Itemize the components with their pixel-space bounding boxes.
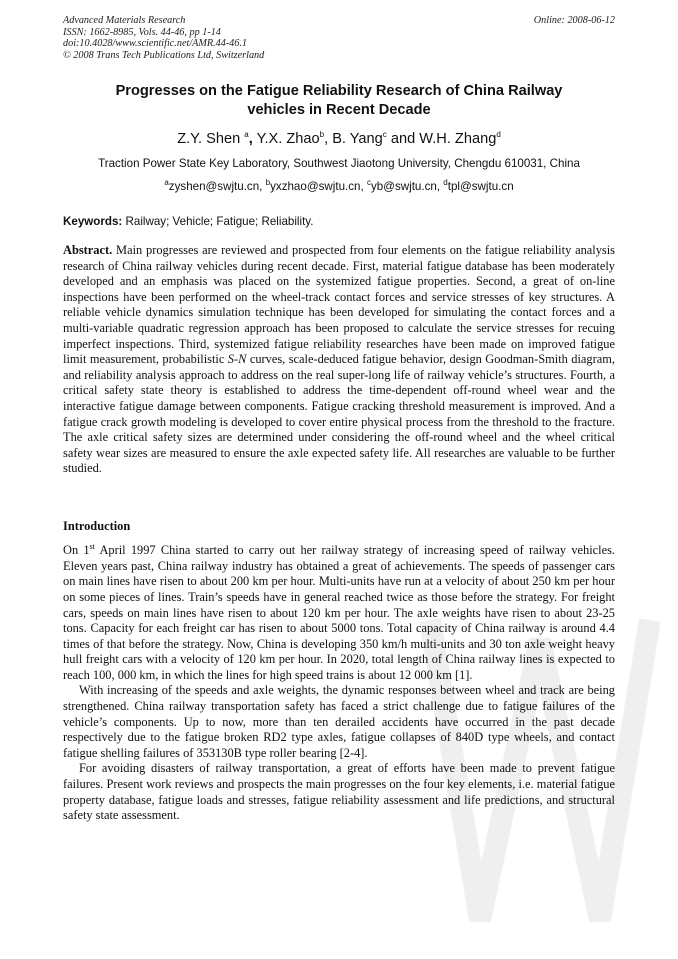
abstract-sn: S-N [227, 352, 247, 367]
title-line-2: vehicles in Recent Decade [247, 101, 431, 118]
paragraph: With increasing of the speeds and axle weights, the dynamic responses between wheel and track are being strengthened. China railway transportation safety has faced a strict challenge due to fatigue failures of the vehicle’s components. Up to now, more than ten derailed accidents have occurred in the past decade respectively due to the fatigue broken RD2 type axles, fatigue collapses of 840D type wheels, and contact fatigue shelling failures of 353130B type roller bearing [2-4]. [63, 683, 615, 760]
abstract-label: Abstract. [63, 243, 113, 257]
email-link[interactable]: tpl@swjtu.cn [447, 179, 514, 193]
online-date: Online: 2008-06-12 [533, 15, 615, 26]
paragraph-text: On 1 [63, 543, 90, 558]
email-sup: a [164, 178, 169, 187]
keywords-label: Keywords: [63, 215, 123, 228]
email-sup: b [265, 178, 271, 187]
author-name: Y.X. Zhao [256, 130, 320, 147]
paper-title [63, 82, 615, 119]
affiliation: Traction Power State Key Laboratory, Southwest Jiaotong University, Chengdu 610031, China [98, 157, 580, 170]
email-list [63, 178, 615, 193]
author-name: B. Yang [332, 130, 383, 147]
copyright-line: © 2008 Trans Tech Publications Ltd, Switzerland [63, 49, 265, 61]
email-link[interactable]: zyshen@swjtu.cn, [168, 179, 263, 193]
author-list [63, 130, 615, 147]
abstract-text: Main progresses are reviewed and prospected from four elements on the fatigue reliability analysis research of China railway vehicles during recent decade. First, material fatigue database has been moderately developed and an emphasis was placed on the systemized fatigue properties. Second, a great of on-line inspections have been performed on the wheel-track contact forces and service stresses of key structures. A reliable vehicle dynamics simulation technique has been developed for simulating the contact forces and a multi-variable quadratic regression approach has been proposed to calculate the service stresses for recuing imperfect inspections. Third, systemized fatigue reliability researches have been made on improved fatigue limit measurement, probabilistic [63, 243, 615, 367]
issn-line: ISSN: 1662-8985, Vols. 44-46, pp 1-14 [63, 26, 221, 38]
author-sup: c [382, 130, 387, 139]
paragraph: For avoiding disasters of railway transportation, a great of efforts have been made to prevent fatigue failures. Present work reviews and prospects the main progresses on the four key elements, i.e. material fatigue property database, fatigue loads and stresses, fatigue reliability assessment and life predictions, and structural safety state assessment. [63, 761, 615, 823]
author-sup: b [319, 130, 325, 139]
email-sup: d [443, 178, 448, 187]
title-line-1: Progresses on the Fatigue Reliability Research of China Railway [115, 83, 563, 99]
paragraph-text: April 1997 China started to carry out her railway strategy of increasing speed of railway vehicles. Eleven years past, China railway industry has obtained a great of achievements. The speeds of passenger cars on main lines have risen to about 200 km per hour. Multi-units have run at a velocity of about 250 km per hour on some pieces of lines. Train’s speeds have in general reached twice as those before the strategy. For freight cars, speeds on main lines have risen to about 120 km per hour. The axle weights have risen to about 23-25 tons. Capacity for each freight car has risen to about 5000 tons. Total capacity of China railway is around 4.4 times of that before the strategy. Now, China is developing 350 km/h multi-units and 30 ton axle weight heavy hull freight cars with a velocity of 120 km per hour. In 2020, total length of China railway lines is expected to reach 100, 000 km, in which the lines for high speed trains is about 12 000 km [1]. [63, 543, 616, 682]
introduction-heading: Introduction [63, 519, 131, 533]
email-sup: c [366, 178, 371, 187]
author-sup: a [244, 130, 249, 139]
journal-name: Advanced Materials Research [63, 15, 186, 26]
author-sup: d [496, 130, 501, 139]
doi-link[interactable]: doi:10.4028/www.scientific.net/AMR.44-46.1 [63, 38, 248, 50]
author-separator: , [248, 130, 253, 147]
author-separator: and [390, 130, 416, 147]
email-link[interactable]: yb@swjtu.cn, [370, 179, 441, 193]
email-link[interactable]: yxzhao@swjtu.cn, [270, 179, 364, 193]
paragraph [63, 539, 615, 683]
ordinal-sup: st [89, 542, 95, 551]
keywords-text: Railway; Vehicle; Fatigue; Reliability. [125, 215, 314, 228]
journal-header [63, 15, 615, 61]
author-separator: , [324, 130, 329, 147]
keywords [63, 215, 615, 228]
author-name: W.H. Zhang [419, 130, 497, 147]
abstract [63, 243, 615, 477]
author-name: Z.Y. Shen [177, 130, 241, 147]
introduction-body [63, 539, 615, 824]
abstract-text-cont: curves, scale-deduced fatigue behavior, design Goodman-Smith diagram, and reliability analysis approach to address on the real super-long life of railway vehicle’s structures. Fourth, a critical safety state theory is established to address the time-dependent off-round wheel wear and the interactive fatigue damage between components. Fatigue cracking threshold measurement is improved. And a fatigue crack growth modeling is developed to cover entire physical process from the threshold to the fracture. The axle critical safety sizes are determined under considering the off-round wheel and the wheel critical safety wear sizes are measured to ensure the axle expected safety life. All researches are valuable to be further studied. [63, 352, 615, 476]
